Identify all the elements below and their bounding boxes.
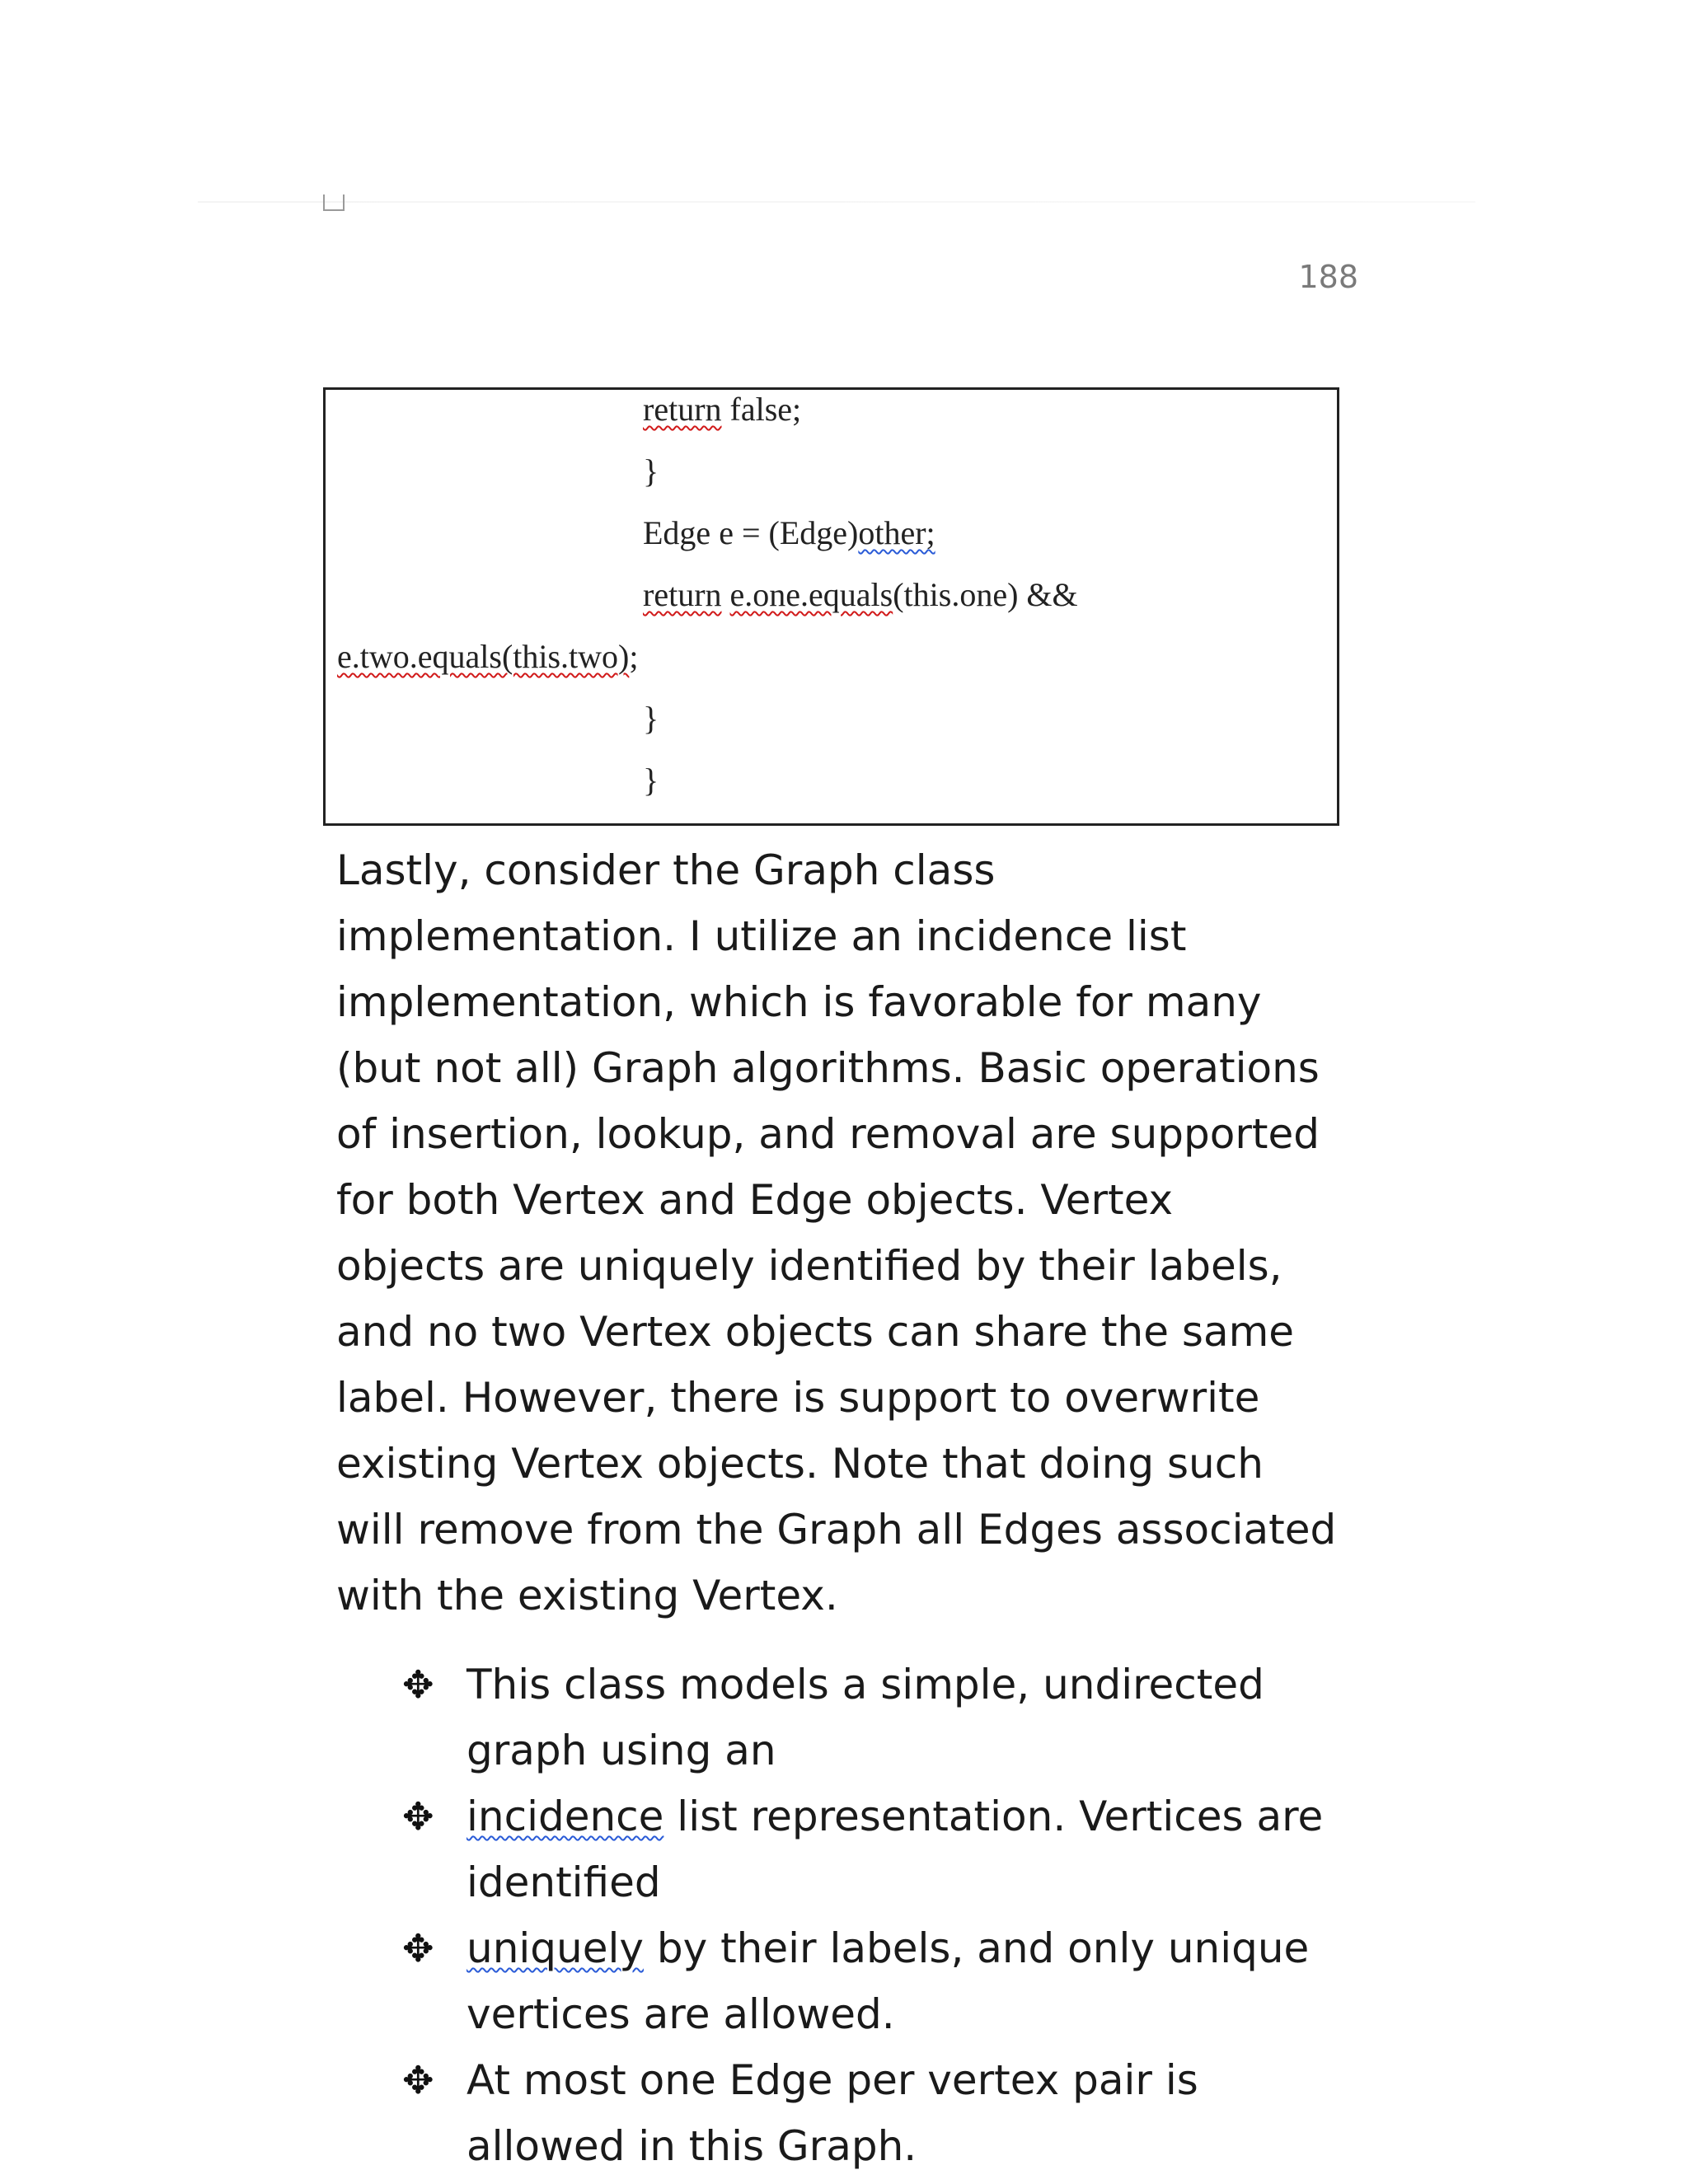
text-run: vertices are allowed. [467,1990,895,2038]
text-run: This class models a simple, undirected [467,1661,1264,1708]
paragraph-line: Lastly, consider the Graph class [336,846,996,894]
paragraph-line: (but not all) Graph algorithms. Basic operations [336,1044,1320,1092]
text-run: allowed in this Graph. [467,2122,917,2170]
paragraph-line: existing Vertex objects. Note that doing such [336,1440,1264,1488]
paragraph-line: of insertion, lookup, and removal are supported [336,1110,1320,1158]
code-line [643,761,659,799]
paragraph-line: objects are uniquely identified by their labels, [336,1242,1282,1290]
diamond-bullet-icon: ✥ [402,1662,434,1707]
code-box [323,387,1339,826]
code-line [643,452,659,490]
spellcheck-flagged-word: incidence [467,1793,664,1840]
bullet-text-line [467,1652,1358,1718]
code-line [643,699,659,738]
paragraph-line: with the existing Vertex. [336,1572,838,1619]
spellcheck-flagged-word: other; [858,514,935,551]
text-boundary-marker [323,194,345,211]
text-run: } [643,700,659,737]
text-run: identified [467,1858,661,1906]
bullet-text-line [467,1915,1358,1981]
spellcheck-flagged-word: e.two.equals(this.two) [337,638,630,675]
spellcheck-flagged-word: return [643,576,722,613]
body-paragraph [336,837,1358,1629]
text-run: list representation. Vertices are [663,1793,1324,1840]
paragraph-line: and no two Vertex objects can share the same [336,1308,1295,1356]
bullet-list [402,1652,1358,2179]
bullet-item [402,1783,1358,1915]
text-run: (this.one) && [893,576,1078,613]
spellcheck-flagged-word: uniquely [467,1924,644,1972]
paragraph-line: label. However, there is support to overwrite [336,1374,1260,1422]
paragraph-line: implementation, which is favorable for many [336,978,1262,1026]
spellcheck-flagged-word: e.one.equals [729,576,893,613]
text-run: by their labels, and only unique [643,1924,1310,1972]
bullet-text-line [467,1783,1358,1849]
bullet-item [402,2047,1358,2179]
text-run: ; [629,638,639,675]
code-line [337,637,639,676]
text-run: At most one Edge per vertex pair is [467,2056,1198,2104]
text-run: Edge e = (Edge) [643,514,859,551]
text-run: } [643,452,659,490]
diamond-bullet-icon: ✥ [402,1926,434,1971]
header-rule [198,201,1475,203]
page-number: 188 [1298,259,1358,295]
bullet-text-line [467,2047,1358,2113]
bullet-text-line [467,1981,1358,2047]
paragraph-line: implementation. I utilize an incidence list [336,912,1187,960]
paragraph-line: will remove from the Graph all Edges associated [336,1506,1337,1554]
bullet-item [402,1652,1358,1783]
bullet-text-line [467,1849,1358,1915]
text-run: } [643,762,659,799]
bullet-text-line [467,2113,1358,2179]
code-line [643,575,1078,614]
diamond-bullet-icon: ✥ [402,1794,434,1839]
code-line [643,513,935,552]
bullet-item [402,1915,1358,2047]
bullet-text-line [467,1718,1358,1783]
diamond-bullet-icon: ✥ [402,2058,434,2102]
code-line [643,390,801,429]
paragraph-line: for both Vertex and Edge objects. Vertex [336,1176,1174,1224]
text-run: false; [721,391,802,428]
text-run [722,576,730,613]
spellcheck-flagged-word: return [643,391,722,428]
text-run: graph using an [467,1727,776,1774]
